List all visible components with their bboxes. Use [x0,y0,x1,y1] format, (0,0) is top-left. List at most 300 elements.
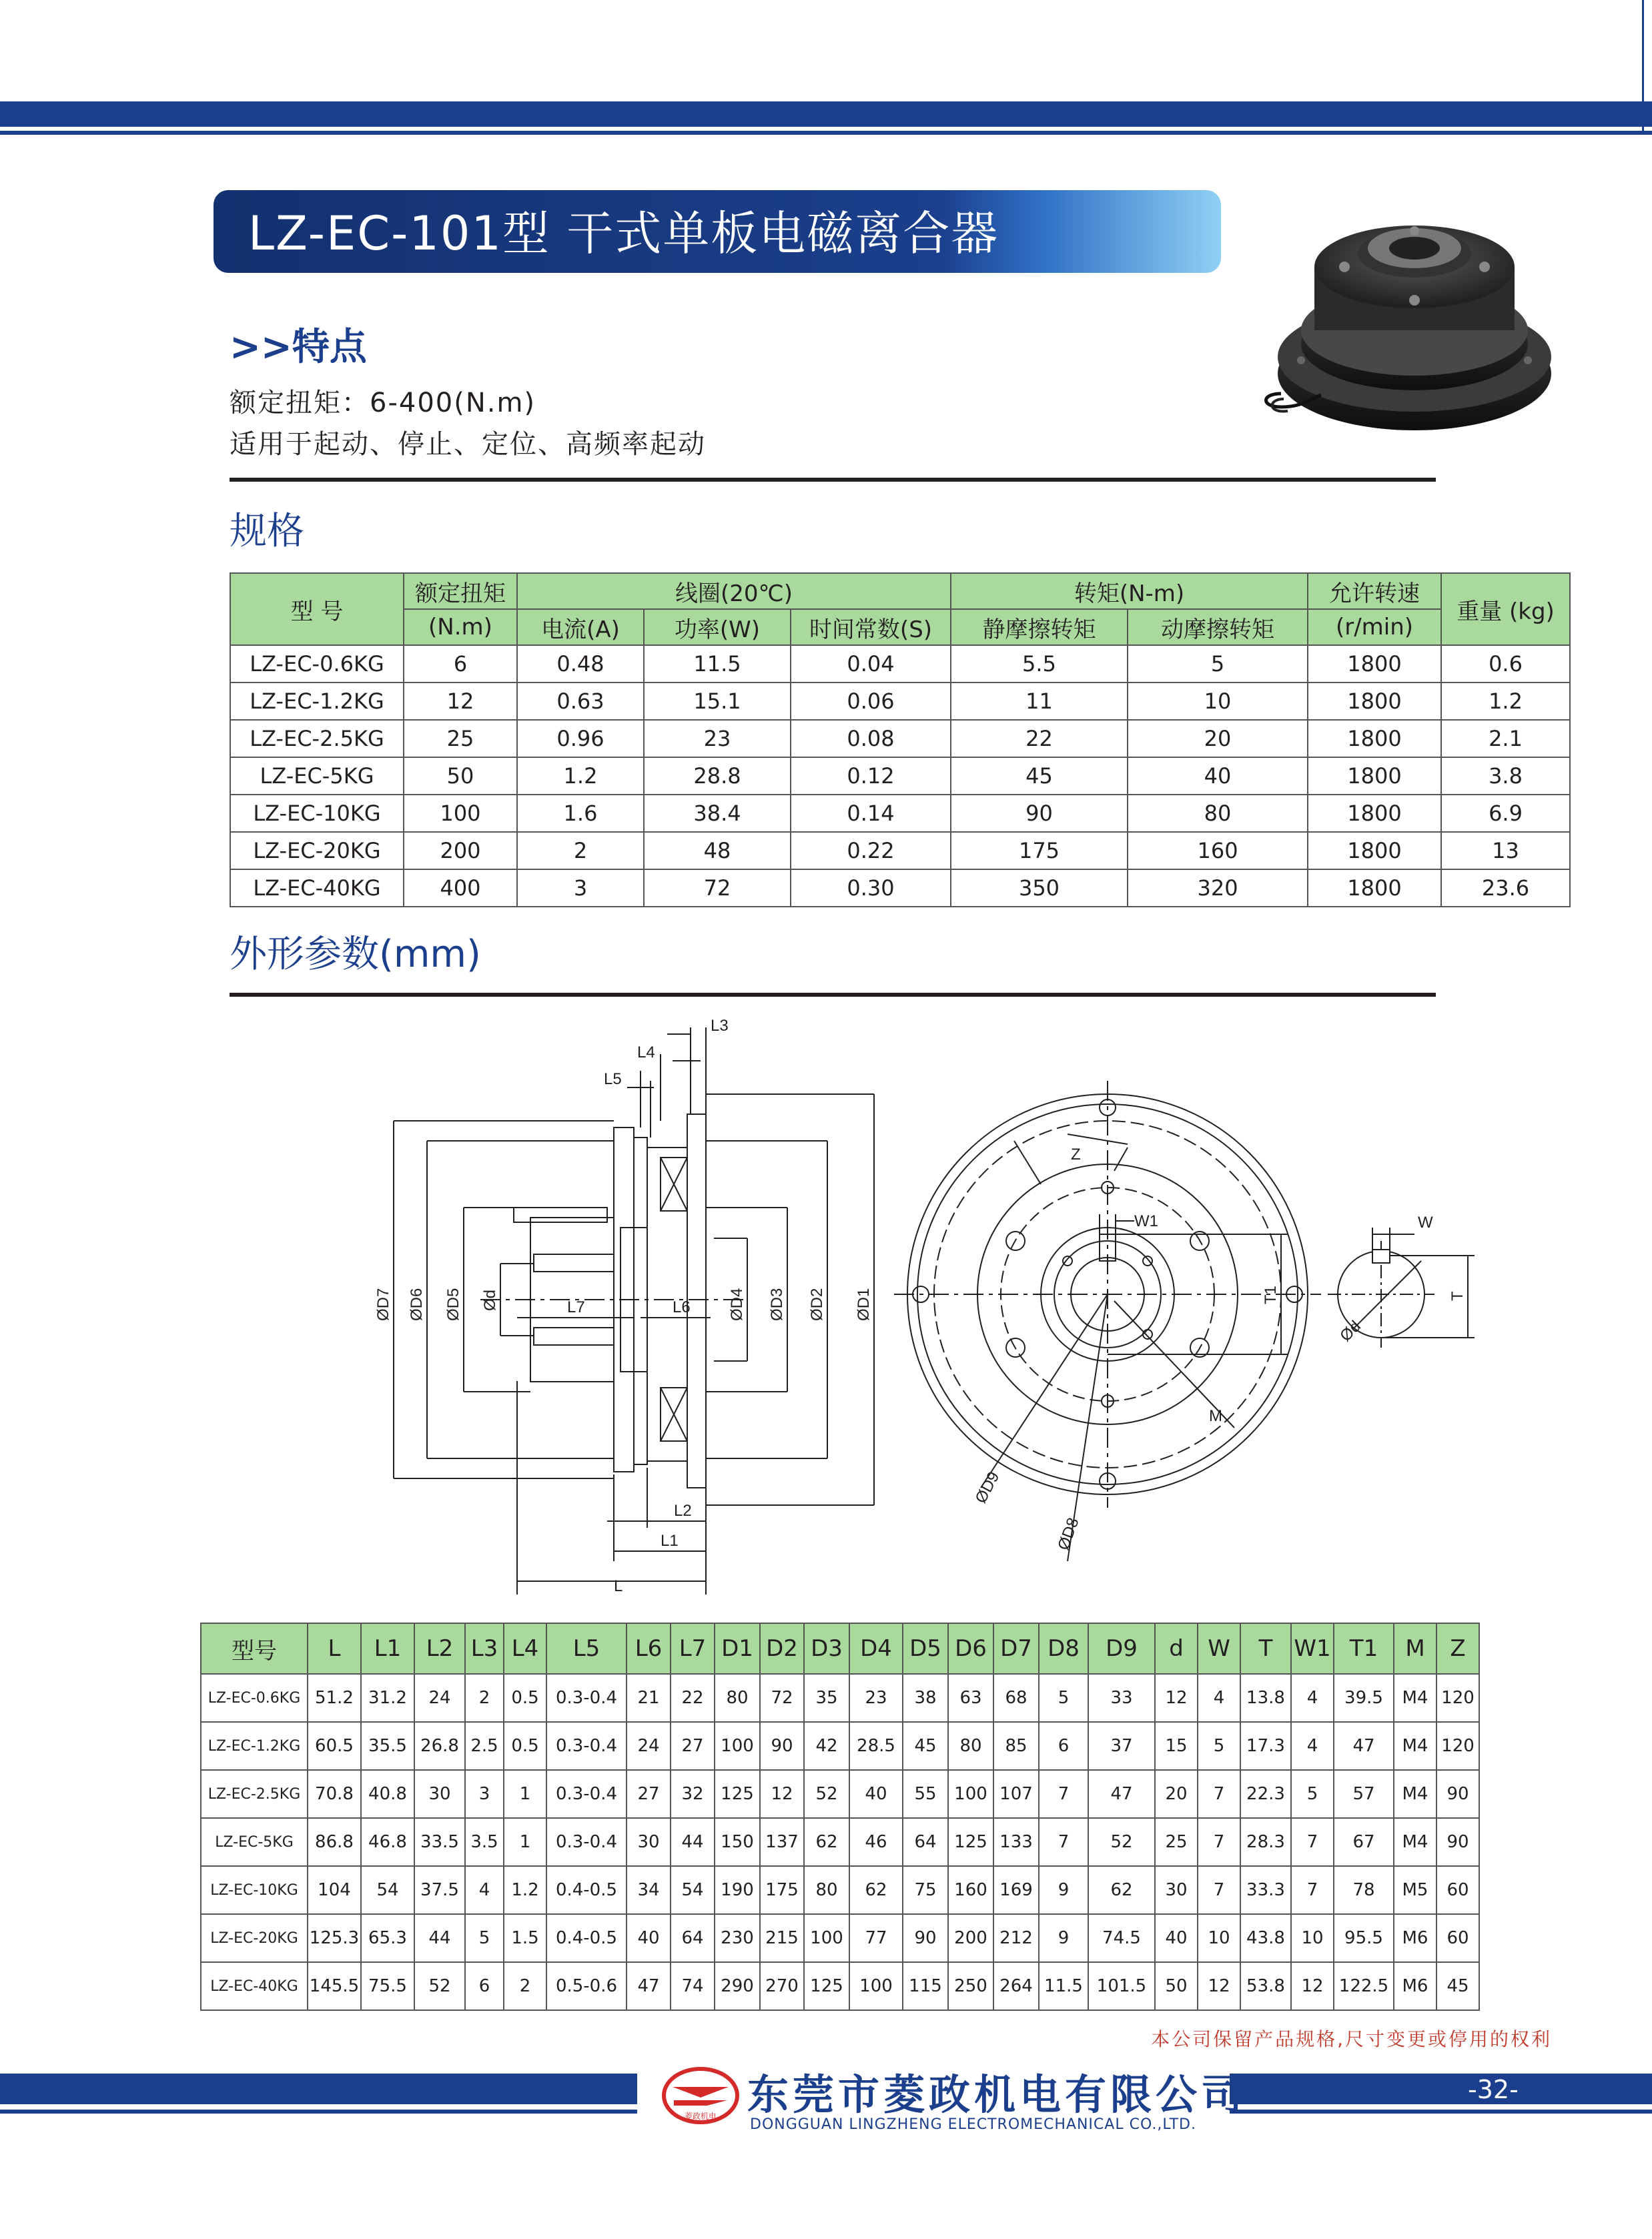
dims-cell: 27 [671,1722,715,1770]
dims-cell: 63 [948,1674,993,1722]
spec-cell: 1800 [1308,683,1441,720]
dims-cell: 270 [760,1962,804,2010]
dims-cell: 75 [903,1866,948,1914]
divider [230,478,1436,482]
dims-cell: 120 [1436,1722,1479,1770]
dims-cell: 21 [627,1674,671,1722]
dims-cell: 120 [1436,1674,1479,1722]
spec-cell: 72 [644,869,791,907]
spec-cell: 0.08 [791,720,951,757]
dims-cell: 7 [1039,1770,1088,1818]
dims-cell: 45 [1436,1962,1479,2010]
dims-header-cell: L2 [414,1623,465,1674]
dims-cell: LZ-EC-2.5KG [201,1770,308,1818]
dims-cell: 0.4-0.5 [546,1866,627,1914]
dims-cell: 2 [504,1962,546,2010]
dims-cell: 7 [1291,1818,1334,1866]
logo-text: 菱政机电 [684,2112,717,2121]
spec-cell: 11.5 [644,645,791,683]
spec-cell: 50 [404,757,517,795]
spec-cell: 320 [1128,869,1308,907]
spec-h-dynamic: 动摩擦转矩 [1128,609,1308,645]
dims-header-cell: D2 [760,1623,804,1674]
spec-cell: LZ-EC-1.2KG [230,683,404,720]
dims-cell: 25 [1155,1818,1198,1866]
dims-cell: 200 [948,1914,993,1962]
label-l5: L5 [604,1070,622,1088]
dims-cell: 290 [715,1962,760,2010]
dims-cell: 212 [993,1914,1039,1962]
dims-cell: 7 [1198,1866,1240,1914]
dims-cell: 4 [465,1866,504,1914]
spec-cell: 45 [951,757,1128,795]
label-d8: ØD8 [1054,1515,1083,1553]
dims-cell: LZ-EC-0.6KG [201,1674,308,1722]
spec-cell: 5.5 [951,645,1128,683]
spec-row [230,795,1570,832]
label-d9: ØD9 [971,1468,1003,1506]
label-d6: ØD6 [408,1288,426,1321]
spec-cell: 11 [951,683,1128,720]
dims-cell: 64 [671,1914,715,1962]
spec-cell: 0.06 [791,683,951,720]
dims-cell: 52 [804,1770,849,1818]
spec-cell: 6.9 [1441,795,1570,832]
dims-cell: 28.5 [849,1722,903,1770]
dims-cell: 20 [1155,1770,1198,1818]
spec-cell: 6 [404,645,517,683]
label-l3: L3 [711,1017,729,1035]
dims-cell: 169 [993,1866,1039,1914]
spec-cell: 0.14 [791,795,951,832]
dims-cell: 125 [715,1770,760,1818]
spec-cell: 25 [404,720,517,757]
spec-h-torque-unit: (N.m) [404,609,517,645]
dims-cell: 3.5 [465,1818,504,1866]
dims-cell: 24 [627,1722,671,1770]
dims-cell: M4 [1394,1770,1436,1818]
dims-cell: 55 [903,1770,948,1818]
dims-cell: 23 [849,1674,903,1722]
label-w1: W1 [1134,1212,1158,1230]
dims-cell: 137 [760,1818,804,1866]
spec-cell: 10 [1128,683,1308,720]
dims-cell: 0.5-0.6 [546,1962,627,2010]
label-z: Z [1071,1146,1081,1164]
label-t1: T1 [1262,1285,1280,1304]
dims-cell: 75.5 [361,1962,414,2010]
dims-header-cell: L1 [361,1623,414,1674]
dims-cell: 62 [1088,1866,1155,1914]
dims-cell: 27 [627,1770,671,1818]
dims-cell: 32 [671,1770,715,1818]
dims-cell: 51.2 [308,1674,361,1722]
dims-cell: 74 [671,1962,715,2010]
dims-cell: 7 [1198,1818,1240,1866]
dims-cell: 90 [903,1914,948,1962]
dims-cell: 17.3 [1240,1722,1291,1770]
spec-h-weight: 重量 (kg) [1441,573,1570,645]
dims-cell: LZ-EC-1.2KG [201,1722,308,1770]
label-d7: ØD7 [374,1288,392,1321]
dims-cell: 40 [627,1914,671,1962]
dims-cell: 4 [1291,1674,1334,1722]
side-view [394,1027,874,1595]
features-heading: >>特点 [230,326,367,369]
front-view [894,1081,1321,1561]
product-photo [1261,207,1555,454]
spec-h-torque2: 转矩(N-m) [951,573,1308,609]
dims-cell: 24 [414,1674,465,1722]
spec-cell: 12 [404,683,517,720]
spec-cell: 3.8 [1441,757,1570,795]
spec-cell: 13 [1441,832,1570,869]
divider-2 [230,993,1436,997]
dims-header-cell: D9 [1088,1623,1155,1674]
dims-cell: 22.3 [1240,1770,1291,1818]
label-m: M [1209,1407,1222,1425]
dims-cell: 13.8 [1240,1674,1291,1722]
spec-cell: 100 [404,795,517,832]
dims-cell: 133 [993,1818,1039,1866]
label-d3: ØD3 [768,1288,786,1321]
dims-cell: 0.3-0.4 [546,1818,627,1866]
dims-cell: 122.5 [1334,1962,1394,2010]
spec-cell: 200 [404,832,517,869]
spec-cell: 48 [644,832,791,869]
dims-cell: 77 [849,1914,903,1962]
dims-cell: 28.3 [1240,1818,1291,1866]
dims-cell: 101.5 [1088,1962,1155,2010]
spec-cell: LZ-EC-2.5KG [230,720,404,757]
spec-cell: LZ-EC-20KG [230,832,404,869]
spec-table [230,572,1571,907]
dims-cell: 80 [804,1866,849,1914]
dims-cell: LZ-EC-20KG [201,1914,308,1962]
dims-header-cell: D8 [1039,1623,1088,1674]
dims-cell: 45 [903,1722,948,1770]
spec-cell: 80 [1128,795,1308,832]
dims-cell: 190 [715,1866,760,1914]
footnote: 本公司保留产品规格,尺寸变更或停用的权利 [1151,2028,1552,2050]
spec-cell: LZ-EC-0.6KG [230,645,404,683]
feature-torque: 额定扭矩：6-400(N.m) [230,388,536,418]
dims-cell: 125 [804,1962,849,2010]
dims-cell: 5 [1291,1770,1334,1818]
dims-cell: 1.5 [504,1914,546,1962]
dims-cell: 78 [1334,1866,1394,1914]
dims-cell: 0.3-0.4 [546,1674,627,1722]
dims-header-cell: D3 [804,1623,849,1674]
dims-cell: 38 [903,1674,948,1722]
dims-cell: 0.3-0.4 [546,1722,627,1770]
dims-cell: 0.4-0.5 [546,1914,627,1962]
dims-cell: 37 [1088,1722,1155,1770]
spec-cell: LZ-EC-40KG [230,869,404,907]
dims-cell: 3 [465,1770,504,1818]
spec-cell: 28.8 [644,757,791,795]
footer-band-left-thin [0,2110,637,2114]
dims-cell: 54 [671,1866,715,1914]
dims-cell: 6 [1039,1722,1088,1770]
label-keyway-d: Ød [1336,1317,1364,1346]
dims-row [201,1770,1479,1818]
page-title: LZ-EC-101型 干式单板电磁离合器 [248,206,999,261]
dims-cell: 30 [1155,1866,1198,1914]
dims-cell: 50 [1155,1962,1198,2010]
dims-cell: 9 [1039,1914,1088,1962]
dims-cell: 104 [308,1866,361,1914]
dims-cell: 9 [1039,1866,1088,1914]
spec-cell: LZ-EC-10KG [230,795,404,832]
dims-header-cell: T [1240,1623,1291,1674]
company-logo [661,2066,741,2126]
dims-cell: 44 [671,1818,715,1866]
dims-row [201,1962,1479,2010]
page-number: -32- [1468,2075,1519,2104]
dims-cell: 80 [715,1674,760,1722]
dims-cell: M4 [1394,1722,1436,1770]
dimension-table [200,1623,1480,2011]
spec-cell: 23 [644,720,791,757]
dims-cell: 60 [1436,1866,1479,1914]
dims-header-cell: D5 [903,1623,948,1674]
dims-cell: 53.8 [1240,1962,1291,2010]
spec-cell: 1800 [1308,832,1441,869]
dims-cell: 46 [849,1818,903,1866]
spec-cell: 0.12 [791,757,951,795]
dims-cell: M6 [1394,1962,1436,2010]
spec-cell: 0.30 [791,869,951,907]
dims-cell: 100 [849,1962,903,2010]
spec-cell: 0.48 [517,645,644,683]
dims-cell: 90 [1436,1818,1479,1866]
spec-row [230,720,1570,757]
dims-cell: 47 [1334,1722,1394,1770]
spec-cell: 20 [1128,720,1308,757]
dims-cell: 4 [1291,1722,1334,1770]
spec-cell: 1800 [1308,795,1441,832]
footer-band-right [1230,2074,1652,2104]
dims-cell: 1.2 [504,1866,546,1914]
dims-cell: 264 [993,1962,1039,2010]
spec-cell: 350 [951,869,1128,907]
dims-cell: 250 [948,1962,993,2010]
dims-cell: 54 [361,1866,414,1914]
spec-cell: 3 [517,869,644,907]
dims-cell: 100 [715,1722,760,1770]
dims-cell: 10 [1291,1914,1334,1962]
dims-header-cell: Z [1436,1623,1479,1674]
dims-cell: 31.2 [361,1674,414,1722]
dims-cell: 12 [1155,1674,1198,1722]
dimension-drawing [347,1007,1495,1608]
label-d5: ØD5 [444,1288,462,1321]
dims-cell: 33.5 [414,1818,465,1866]
dims-cell: 2 [465,1674,504,1722]
dims-header-cell: W [1198,1623,1240,1674]
dims-cell: 125 [948,1818,993,1866]
dims-cell: 44 [414,1914,465,1962]
dims-header-cell: D7 [993,1623,1039,1674]
spec-cell: 2.1 [1441,720,1570,757]
dims-header-cell: L4 [504,1623,546,1674]
dims-header-cell: 型号 [201,1623,308,1674]
dims-cell: 80 [948,1722,993,1770]
dims-cell: 34 [627,1866,671,1914]
label-d2: ØD2 [808,1288,826,1321]
label-d: Ød [481,1289,499,1311]
spec-h-speed-unit: (r/min) [1308,609,1441,645]
spec-cell: 23.6 [1441,869,1570,907]
spec-cell: 0.04 [791,645,951,683]
spec-row [230,757,1570,795]
dims-cell: 15 [1155,1722,1198,1770]
spec-h-model: 型 号 [230,573,404,645]
dims-cell: 230 [715,1914,760,1962]
spec-h-torque: 额定扭矩 [404,573,517,609]
dims-cell: 7 [1039,1818,1088,1866]
dims-cell: 64 [903,1818,948,1866]
spec-cell: 1800 [1308,869,1441,907]
spec-row [230,832,1570,869]
dims-header-cell: L6 [627,1623,671,1674]
dims-cell: 62 [849,1866,903,1914]
dims-cell: 2.5 [465,1722,504,1770]
dims-cell: 86.8 [308,1818,361,1866]
spec-cell: 22 [951,720,1128,757]
dims-header-cell: D1 [715,1623,760,1674]
dims-header-cell: d [1155,1623,1198,1674]
dims-cell: 46.8 [361,1818,414,1866]
spec-h-current: 电流(A) [517,609,644,645]
spec-row [230,869,1570,907]
spec-cell: 0.63 [517,683,644,720]
label-d4: ØD4 [728,1288,746,1321]
dims-cell: 5 [465,1914,504,1962]
top-band [0,101,1652,127]
dims-cell: 7 [1291,1866,1334,1914]
spec-row [230,683,1570,720]
spec-h-power: 功率(W) [644,609,791,645]
spec-cell: 175 [951,832,1128,869]
dims-cell: 100 [948,1770,993,1818]
spec-cell: 2 [517,832,644,869]
dims-cell: 150 [715,1818,760,1866]
dims-cell: 47 [627,1962,671,2010]
dims-cell: 26.8 [414,1722,465,1770]
dims-cell: M4 [1394,1674,1436,1722]
dims-cell: 72 [760,1674,804,1722]
dims-cell: 125.3 [308,1914,361,1962]
dims-cell: 47 [1088,1770,1155,1818]
dims-cell: LZ-EC-5KG [201,1818,308,1866]
spec-h-coil: 线圈(20℃) [517,573,951,609]
dims-cell: 40.8 [361,1770,414,1818]
dims-header-cell: L5 [546,1623,627,1674]
dims-cell: 52 [414,1962,465,2010]
spec-cell: 1800 [1308,757,1441,795]
dims-cell: 40 [849,1770,903,1818]
dims-header-cell: L7 [671,1623,715,1674]
spec-cell: 90 [951,795,1128,832]
spec-cell: 1.2 [1441,683,1570,720]
spec-cell: 1.2 [517,757,644,795]
dims-cell: 12 [760,1770,804,1818]
spec-h-time: 时间常数(S) [791,609,951,645]
label-l4: L4 [637,1043,655,1061]
dims-cell: 60 [1436,1914,1479,1962]
dims-cell: LZ-EC-40KG [201,1962,308,2010]
dims-cell: 10 [1198,1914,1240,1962]
label-w: W [1418,1214,1433,1232]
dims-cell: 100 [804,1914,849,1962]
dims-cell: 5 [1198,1722,1240,1770]
spec-cell: 1.6 [517,795,644,832]
label-t: T [1449,1291,1467,1301]
dims-cell: 43.8 [1240,1914,1291,1962]
dims-cell: 62 [804,1818,849,1866]
dims-cell: 40 [1155,1914,1198,1962]
dims-cell: 12 [1198,1962,1240,2010]
dims-cell: 107 [993,1770,1039,1818]
dims-cell: 22 [671,1674,715,1722]
dims-cell: 0.5 [504,1674,546,1722]
spec-h-speed: 允许转速 [1308,573,1441,609]
spec-cell: 160 [1128,832,1308,869]
dims-cell: 35.5 [361,1722,414,1770]
dims-cell: 30 [414,1770,465,1818]
dims-cell: 70.8 [308,1770,361,1818]
spec-cell: 0.96 [517,720,644,757]
dims-cell: M4 [1394,1818,1436,1866]
dims-cell: 85 [993,1722,1039,1770]
spec-cell: 0.22 [791,832,951,869]
dims-cell: 37.5 [414,1866,465,1914]
feature-usage: 适用于起动、停止、定位、高频率起动 [230,429,706,460]
dims-cell: 11.5 [1039,1962,1088,2010]
dims-cell: 90 [1436,1770,1479,1818]
dims-cell: 39.5 [1334,1674,1394,1722]
dims-cell: 5 [1039,1674,1088,1722]
dims-cell: 52 [1088,1818,1155,1866]
dims-cell: 1 [504,1770,546,1818]
dims-cell: LZ-EC-10KG [201,1866,308,1914]
spec-cell: LZ-EC-5KG [230,757,404,795]
dims-cell: 4 [1198,1674,1240,1722]
dims-row [201,1914,1479,1962]
top-right-line [1642,0,1644,135]
dims-cell: M5 [1394,1866,1436,1914]
dims-cell: 33.3 [1240,1866,1291,1914]
dims-cell: 74.5 [1088,1914,1155,1962]
dims-row [201,1866,1479,1914]
footer-band-left [0,2074,637,2104]
spec-cell: 1800 [1308,645,1441,683]
dims-cell: 6 [465,1962,504,2010]
dims-row [201,1722,1479,1770]
dims-cell: 160 [948,1866,993,1914]
dims-header-cell: W1 [1291,1623,1334,1674]
dims-header-cell: D4 [849,1623,903,1674]
dims-cell: 1 [504,1818,546,1866]
dims-cell: M6 [1394,1914,1436,1962]
dims-cell: 115 [903,1962,948,2010]
dims-cell: 68 [993,1674,1039,1722]
dims-cell: 0.5 [504,1722,546,1770]
dims-header-cell: L3 [465,1623,504,1674]
dims-cell: 60.5 [308,1722,361,1770]
